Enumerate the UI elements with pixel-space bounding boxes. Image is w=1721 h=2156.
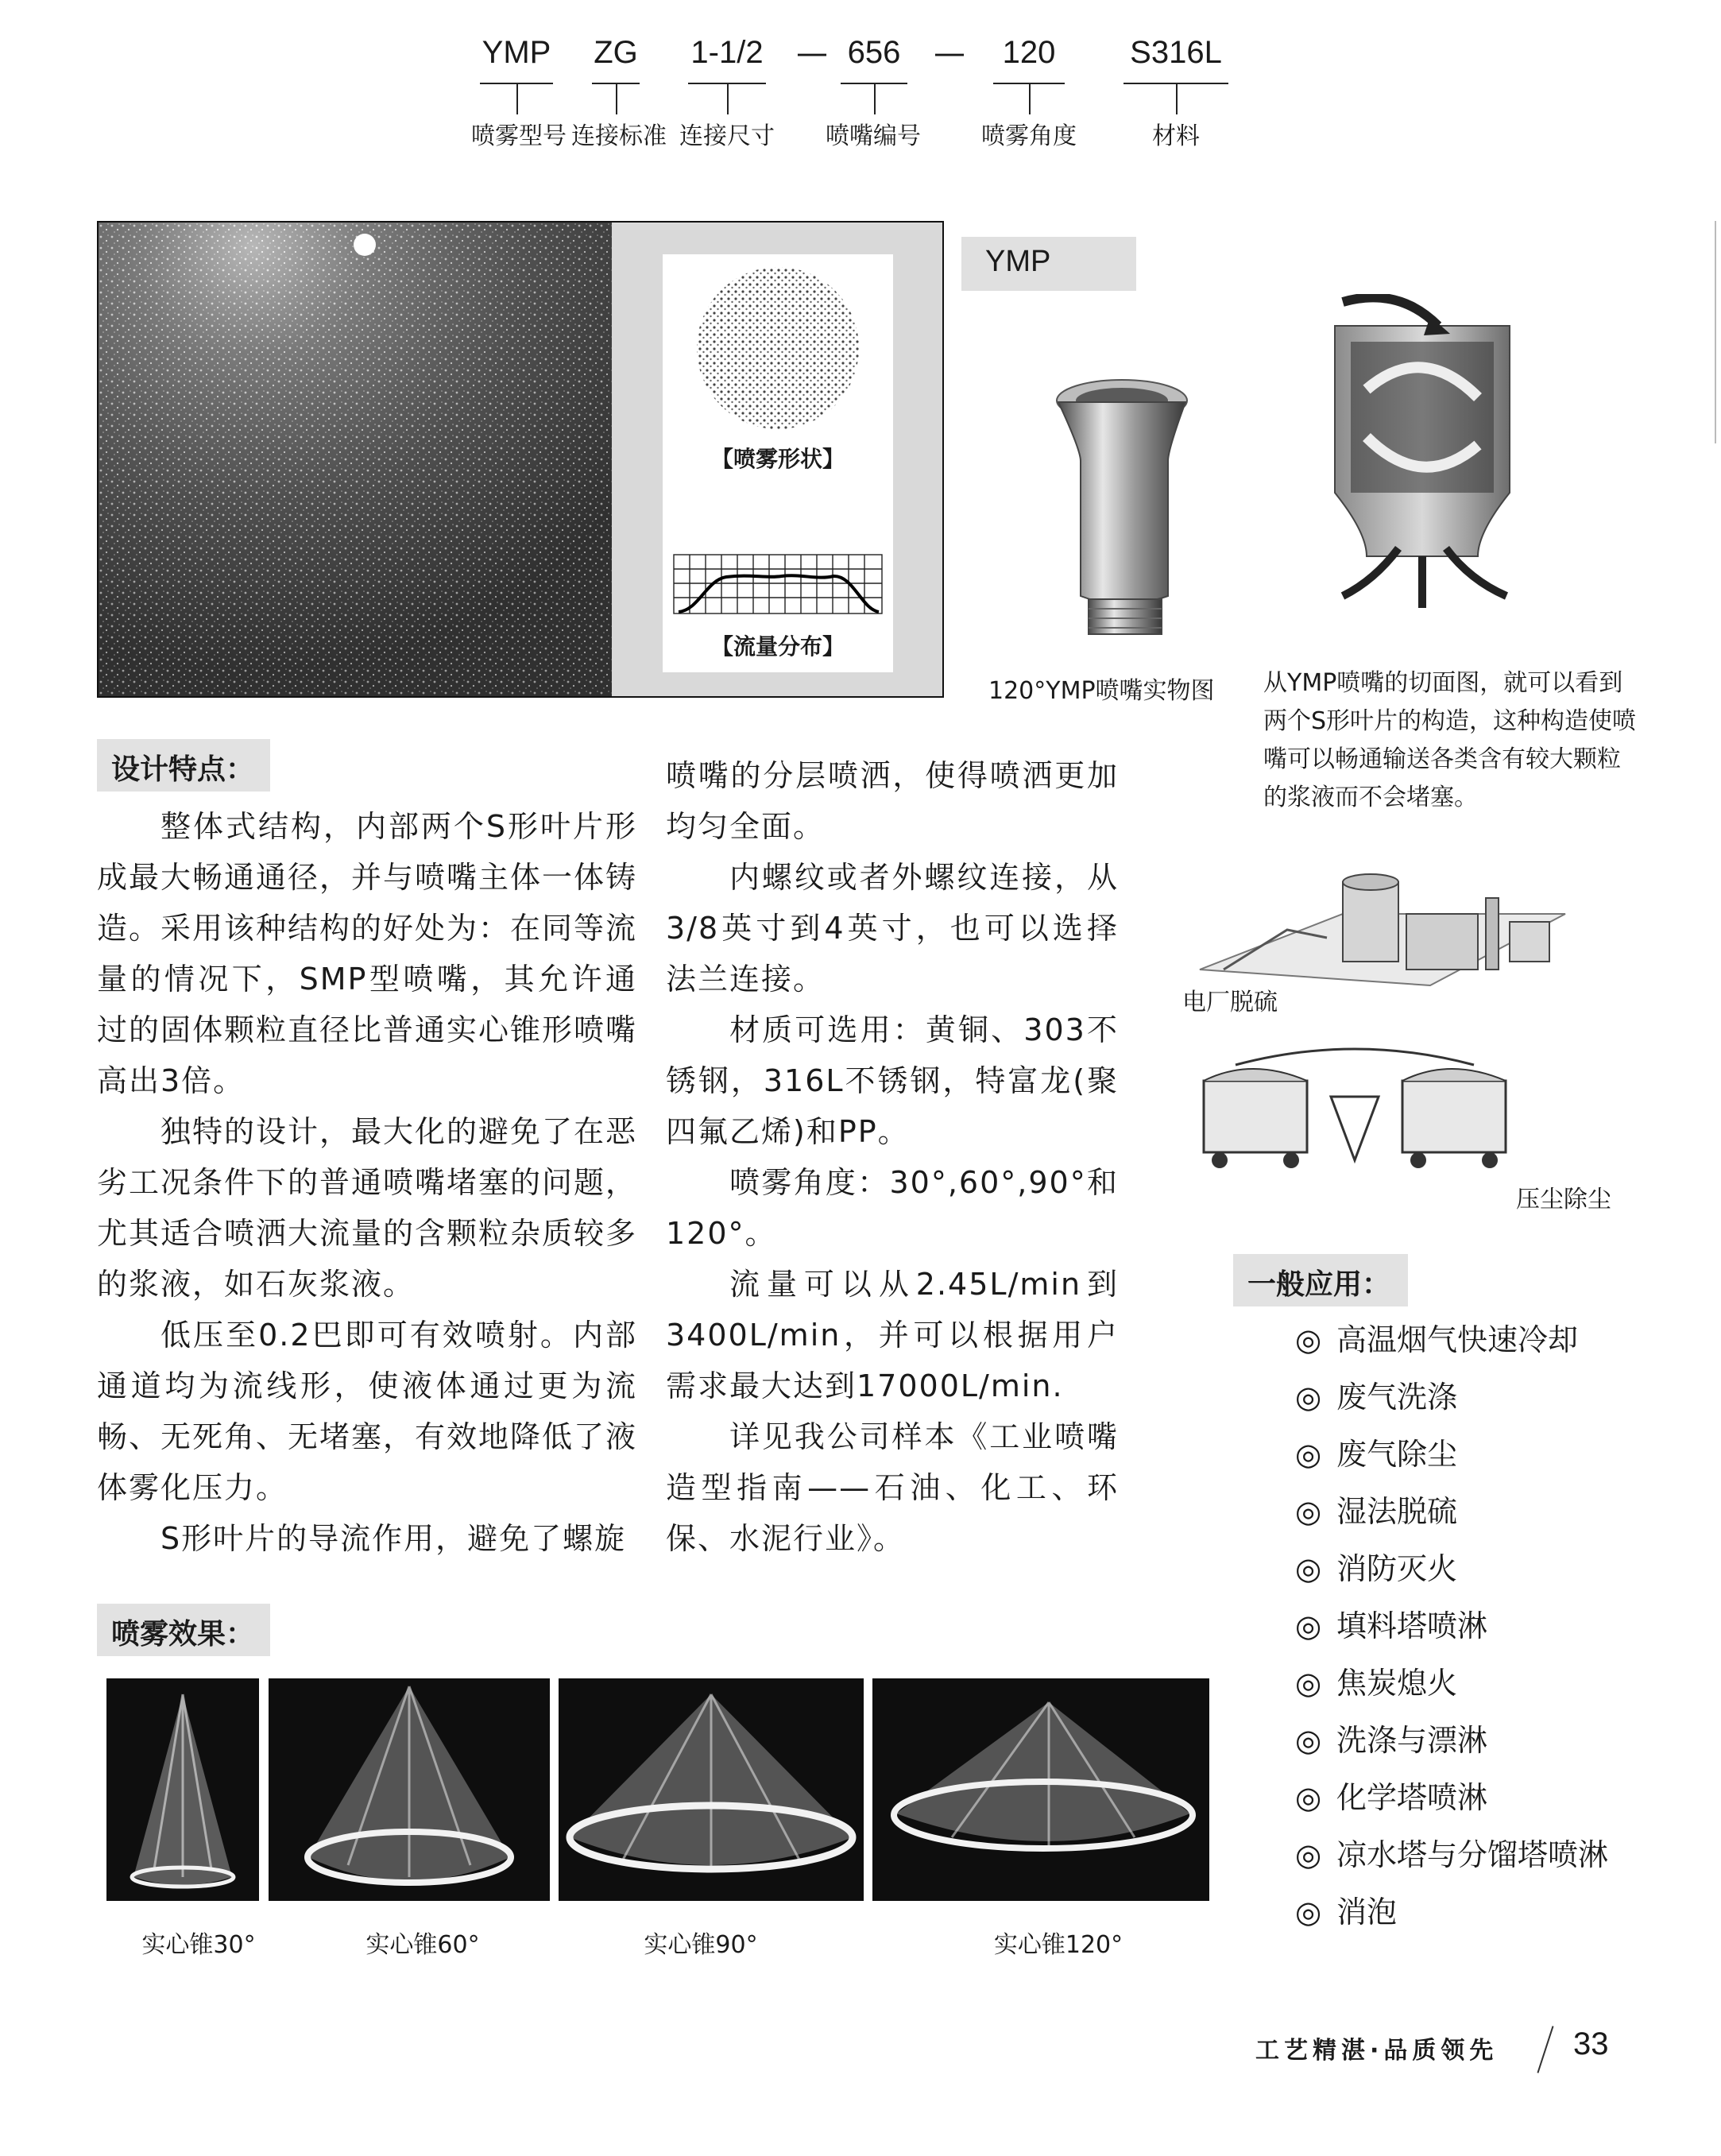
design-paragraph: 整体式结构，内部两个S形叶片形成最大畅通通径，并与喷嘴主体一体铸造。采用该种结构的好处为：在同等流量的情况下，SMP型喷嘴，其允许通过的固体颗粒直径比普通实心锥形喷嘴高出3倍。 — [97, 809, 638, 1098]
list-item: ◎ 湿法脱硫 — [1295, 1494, 1458, 1529]
list-item: ◎ 高温烟气快速冷却 — [1295, 1322, 1579, 1357]
caption-nozzle-number: 喷嘴编号 — [826, 122, 921, 150]
caption-model: 喷雾型号 — [471, 122, 567, 150]
spray-pattern-inset — [663, 254, 893, 672]
caption-material: 材料 — [1152, 122, 1200, 150]
spray-label-90: 实心锥90° — [644, 1931, 758, 1959]
design-column-2 — [666, 750, 1119, 1564]
code-angle: 120 — [1002, 35, 1056, 70]
design-paragraph: 喷雾角度：30°,60°,90°和120°。 — [666, 1165, 1119, 1251]
caption-size: 连接尺寸 — [679, 122, 775, 150]
spray-label-30: 实心锥30° — [141, 1931, 256, 1959]
design-paragraph: 独特的设计，最大化的避免了在恶劣工况条件下的普通喷嘴堵塞的问题，尤其适合喷洒大流量的含颗粒杂质较多的浆液，如石灰浆液。 — [97, 1114, 638, 1302]
applications-list — [1295, 1311, 1708, 1941]
flow-distribution-caption: 【流量分布】 — [710, 633, 845, 660]
code-dash: — — [796, 35, 828, 72]
spray-cone-90 — [559, 1678, 864, 1901]
product-tab: YMP — [961, 237, 1136, 291]
code-size: 1-1/2 — [690, 35, 764, 70]
spray-photo-panel — [97, 221, 944, 698]
applications-heading: 一般应用： — [1233, 1254, 1408, 1306]
code-model: YMP — [481, 35, 551, 70]
caption-angle: 喷雾角度 — [981, 122, 1077, 150]
design-paragraph: 详见我公司样本《工业喷嘴造型指南——石油、化工、环保、水泥行业》。 — [666, 1419, 1119, 1556]
cutaway-caption: 从YMP喷嘴的切面图，就可以看到两个S形叶片的构造，这种构造使喷嘴可以畅通输送各类含有较大颗粒的浆液而不会堵塞。 — [1263, 669, 1637, 811]
spray-cone-30 — [106, 1678, 259, 1901]
nozzle-photo — [1049, 374, 1200, 652]
list-item: ◎ 洗涤与漂淋 — [1295, 1723, 1488, 1758]
dust-caption: 压尘除尘 — [1516, 1186, 1611, 1213]
list-item: ◎ 废气除尘 — [1295, 1437, 1458, 1472]
design-column-1 — [97, 801, 637, 1564]
design-paragraph: S形叶片的导流作用，避免了螺旋 — [160, 1521, 627, 1556]
spray-label-60: 实心锥60° — [365, 1931, 480, 1959]
footer-slogan: 工艺精湛·品质领先 — [1255, 2037, 1499, 2065]
list-item: ◎ 凉水塔与分馏塔喷淋 — [1295, 1837, 1609, 1872]
design-paragraph: 内螺纹或者外螺纹连接，从3/8英寸到4英寸，也可以选择法兰连接。 — [666, 860, 1119, 997]
design-paragraph: 低压至0.2巴即可有效喷射。内部通道均为流线形，使液体通过更为流畅、无死角、无堵塞，有效地降低了液体雾化压力。 — [97, 1318, 638, 1505]
page-number: 33 — [1573, 2026, 1609, 2061]
spray-effect-heading: 喷雾效果： — [97, 1604, 270, 1656]
design-paragraph: 喷嘴的分层喷洒，使得喷洒更加均匀全面。 — [666, 758, 1119, 844]
code-material: S316L — [1130, 35, 1222, 70]
list-item: ◎ 填料塔喷淋 — [1295, 1608, 1488, 1643]
nozzle-photo-caption: 120°YMP喷嘴实物图 — [988, 677, 1215, 705]
spray-shape-caption: 【喷雾形状】 — [710, 446, 845, 472]
list-item: ◎ 消泡 — [1295, 1895, 1398, 1930]
spray-cone-60 — [269, 1678, 550, 1901]
code-dash: — — [934, 35, 965, 72]
full-cone-spray-image — [99, 223, 612, 696]
spray-photo — [99, 223, 612, 696]
caption-standard: 连接标准 — [571, 122, 667, 150]
list-item: ◎ 废气洗涤 — [1295, 1380, 1458, 1415]
list-item: ◎ 化学塔喷淋 — [1295, 1780, 1488, 1815]
nozzle-cutaway-diagram — [1319, 294, 1526, 612]
list-item: ◎ 焦炭熄火 — [1295, 1666, 1458, 1701]
spray-label-120: 实心锥120° — [993, 1931, 1123, 1959]
code-standard: ZG — [594, 35, 638, 70]
design-paragraph: 流量可以从2.45L/min到3400L/min，并可以根据用户需求最大达到17000L/min. — [666, 1267, 1119, 1403]
code-nozzle-number: 656 — [847, 35, 901, 70]
spray-cone-120 — [872, 1678, 1209, 1901]
dust-suppression-illustration — [1172, 1041, 1522, 1176]
list-item: ◎ 消防灭火 — [1295, 1551, 1458, 1586]
page-edge-mark — [1715, 221, 1716, 443]
power-plant-caption: 电厂脱硫 — [1182, 989, 1278, 1016]
design-paragraph: 材质可选用：黄铜、303不锈钢，316L不锈钢，特富龙(聚四氟乙烯)和PP。 — [666, 1012, 1119, 1149]
design-heading: 设计特点： — [97, 739, 270, 792]
footer-divider — [1537, 2026, 1553, 2073]
